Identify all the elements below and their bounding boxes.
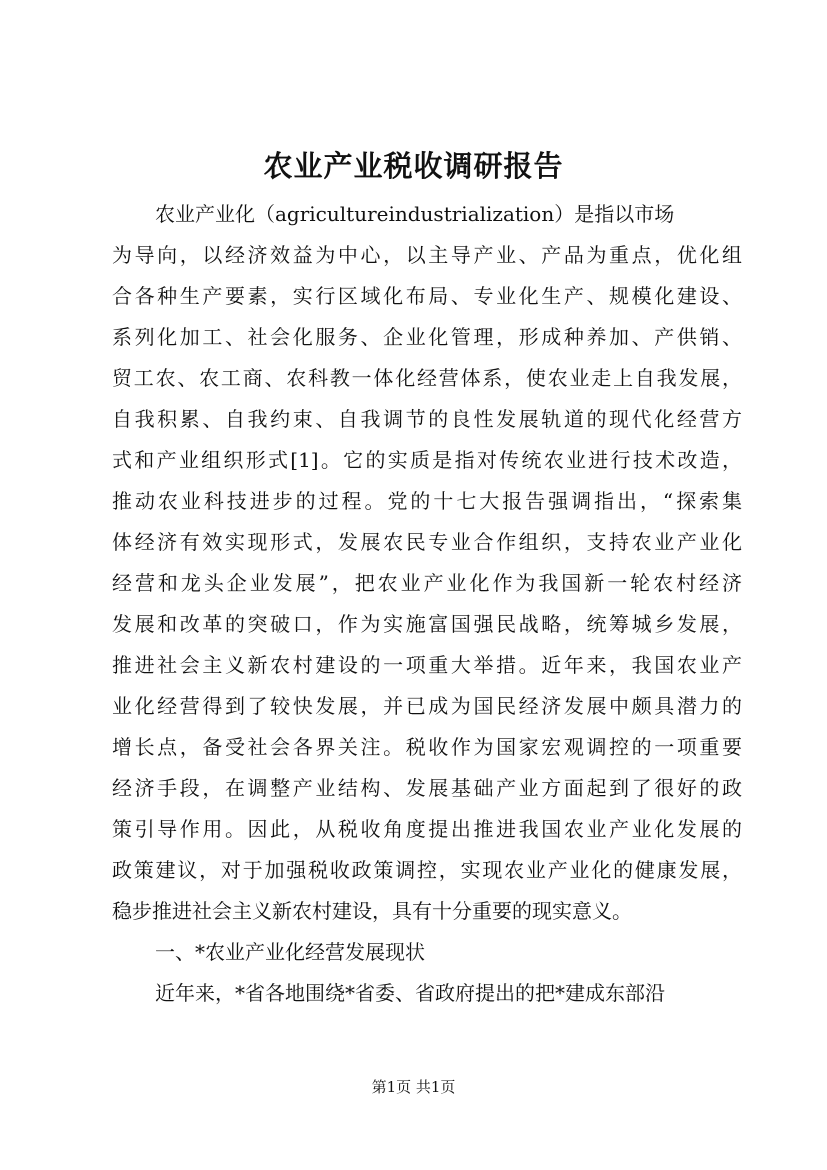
paragraph-line: 增长点，备受社会各界关注。税收作为国家宏观调控的一项重要	[112, 735, 742, 759]
paragraph-line: 稳步推进社会主义新农村建设，具有十分重要的现实意义。	[112, 899, 632, 923]
paragraph-line: 推进社会主义新农村建设的一项重大举措。近年来，我国农业产	[112, 653, 742, 677]
paragraph-line: 策引导作用。因此，从税收角度提出推进我国农业产业化发展的	[112, 817, 742, 841]
paragraph-line: 式和产业组织形式[1]。它的实质是指对传统农业进行技术改造，	[112, 448, 742, 472]
paragraph-line: 发展和改革的突破口，作为实施富国强民战略，统筹城乡发展，	[112, 612, 742, 636]
paragraph-line: 系列化加工、社会化服务、企业化管理，形成种养加、产供销、	[112, 325, 742, 349]
paragraph-line: 合各种生产要素，实行区域化布局、专业化生产、规模化建设、	[112, 284, 742, 308]
paragraph-line: 贸工农、农工商、农科教一体化经营体系，使农业走上自我发展，	[112, 366, 742, 390]
paragraph-line: 推动农业科技进步的过程。党的十七大报告强调指出，“探索集	[112, 489, 742, 513]
paragraph-line: 为导向，以经济效益为中心，以主导产业、产品为重点，优化组	[112, 243, 742, 267]
paragraph-line: 自我积累、自我约束、自我调节的良性发展轨道的现代化经营方	[112, 407, 742, 431]
paragraph-line: 农业产业化（agricultureindustrialization）是指以市场	[155, 202, 675, 226]
paragraph-line: 经营和龙头企业发展”，把农业产业化作为我国新一轮农村经济	[112, 571, 742, 595]
paragraph-line: 体经济有效实现形式，发展农民专业合作组织，支持农业产业化	[112, 530, 742, 554]
section-heading: 一、*农业产业化经营发展现状	[155, 940, 425, 964]
paragraph-line: 业化经营得到了较快发展，并已成为国民经济发展中颇具潜力的	[112, 694, 742, 718]
document-title: 农业产业税收调研报告	[263, 149, 564, 183]
paragraph-line: 政策建议，对于加强税收政策调控，实现农业产业化的健康发展，	[112, 858, 742, 882]
paragraph-line: 近年来，*省各地围绕*省委、省政府提出的把*建成东部沿	[155, 981, 665, 1005]
page-number-footer: 第1页 共1页	[371, 1078, 456, 1096]
paragraph-line: 经济手段，在调整产业结构、发展基础产业方面起到了很好的政	[112, 776, 742, 800]
